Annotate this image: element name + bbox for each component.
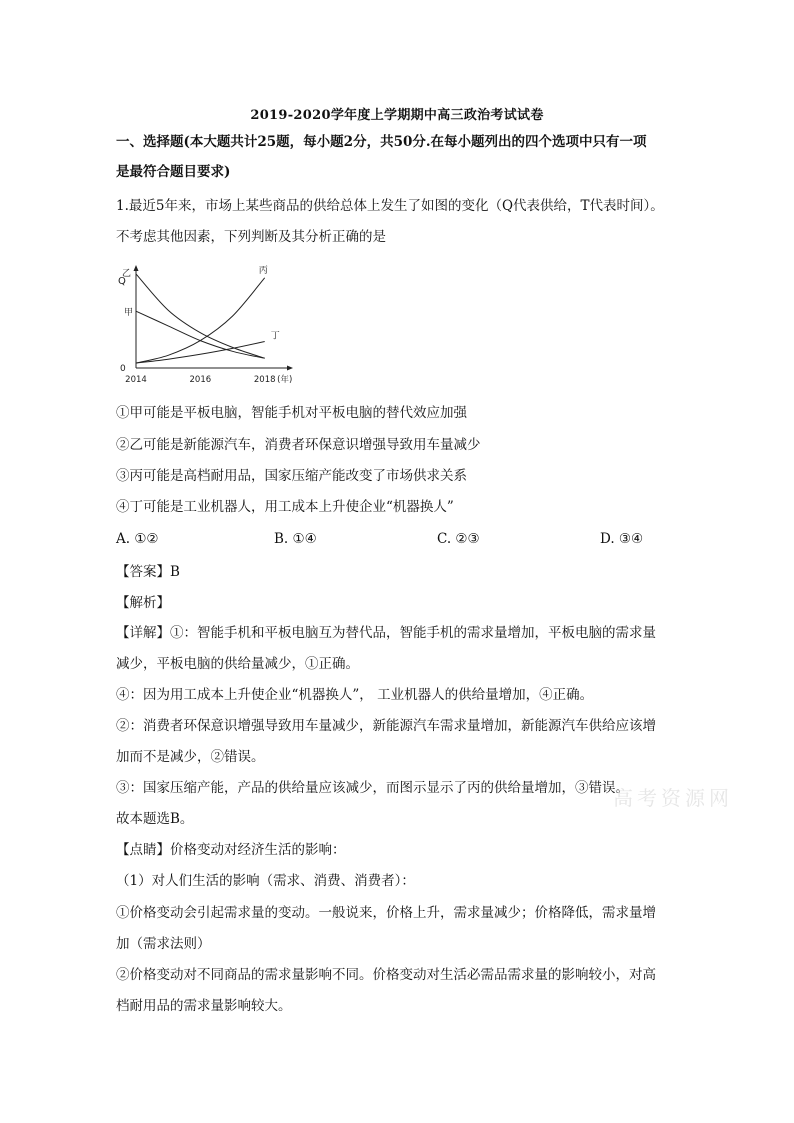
answer-label: 【答案】B <box>116 564 180 580</box>
point-4-analysis: ④：因为用工成本上升使企业“机器换人”， 工业机器人的供给量增加，④正确。 <box>116 687 594 703</box>
section-heading-line1: 一、选择题(本大题共计25题，每小题2分，共50分.在每小题列出的四个选项中只有一项 <box>116 134 647 150</box>
series-label-3: 甲 <box>124 308 134 319</box>
point-3-analysis: ③：国家压缩产能，产品的供给量应该减少，而图示显示了丙的供给量增加，③错误。 <box>116 780 629 796</box>
x-axis-label: (年) <box>277 375 293 385</box>
x-tick-label: 2014 <box>125 375 147 385</box>
series-label-4: 丁 <box>270 331 280 342</box>
series-line-3 <box>136 311 265 358</box>
series-label-2: 丙 <box>258 265 268 276</box>
option-a: A. ①② <box>116 531 159 547</box>
analysis-heading: 【解析】 <box>116 595 170 611</box>
conclusion: 故本题选B。 <box>116 811 194 827</box>
answer-options <box>116 531 676 549</box>
y-axis-label: Q <box>118 276 126 287</box>
point-2-line1: ②：消费者环保意识增强导致用车量减少，新能源汽车需求量增加，新能源汽车供给应该增 <box>116 718 656 734</box>
tip-point-2-line1: ②价格变动对不同商品的需求量影响不同。价格变动对生活必需品需求量的影响较小，对高 <box>116 967 656 983</box>
option-b: B. ①④ <box>274 531 317 547</box>
detail-line1: 【详解】①：智能手机和平板电脑互为替代品，智能手机的需求量增加，平板电脑的需求量 <box>116 625 656 641</box>
exam-title: 2019-2020学年度上学期期中高三政治考试试卷 <box>250 108 544 123</box>
statement-2: ②乙可能是新能源汽车，消费者环保意识增强导致用车量减少 <box>116 437 481 453</box>
question-1-stem-line2: 不考虑其他因素，下列判断及其分析正确的是 <box>116 229 386 245</box>
supply-chart <box>114 262 304 390</box>
x-tick-label: 2018 <box>253 375 276 385</box>
tip-heading: 【点睛】价格变动对经济生活的影响： <box>116 842 346 858</box>
x-tick-label: 2016 <box>189 375 212 385</box>
x-axis-arrow <box>287 366 293 371</box>
option-d: D. ③④ <box>600 531 644 547</box>
tip-point-1-line1: ①价格变动会引起需求量的变动。一般说来，价格上升，需求量减少；价格降低，需求量增 <box>116 905 656 921</box>
tip-point-2-line2: 档耐用品的需求量影响较大。 <box>116 998 292 1014</box>
statement-1: ①甲可能是平板电脑，智能手机对平板电脑的替代效应加强 <box>116 405 467 421</box>
detail-line2: 减少，平板电脑的供给量减少，①正确。 <box>116 656 359 672</box>
question-1-stem-line1: 1.最近5年来，市场上某些商品的供给总体上发生了如图的变化（Q代表供给，T代表时间）。 <box>116 198 664 214</box>
tip-subheading-1: （1）对人们生活的影响（需求、消费、消费者）： <box>116 873 415 889</box>
option-c: C. ②③ <box>437 531 480 547</box>
statement-3: ③丙可能是高档耐用品，国家压缩产能改变了市场供求关系 <box>116 468 467 484</box>
series-label-1: 乙 <box>122 268 132 279</box>
watermark: 高考资源网 <box>613 786 733 810</box>
tip-point-1-line2: 加（需求法则） <box>116 936 211 952</box>
y-axis-arrow <box>134 265 139 271</box>
statement-4: ④丁可能是工业机器人，用工成本上升使企业“机器换人” <box>116 499 454 515</box>
point-2-line2: 加而不是减少，②错误。 <box>116 749 265 765</box>
section-heading-line2: 是最符合题目要求) <box>116 164 231 180</box>
origin-label: 0 <box>120 364 126 374</box>
